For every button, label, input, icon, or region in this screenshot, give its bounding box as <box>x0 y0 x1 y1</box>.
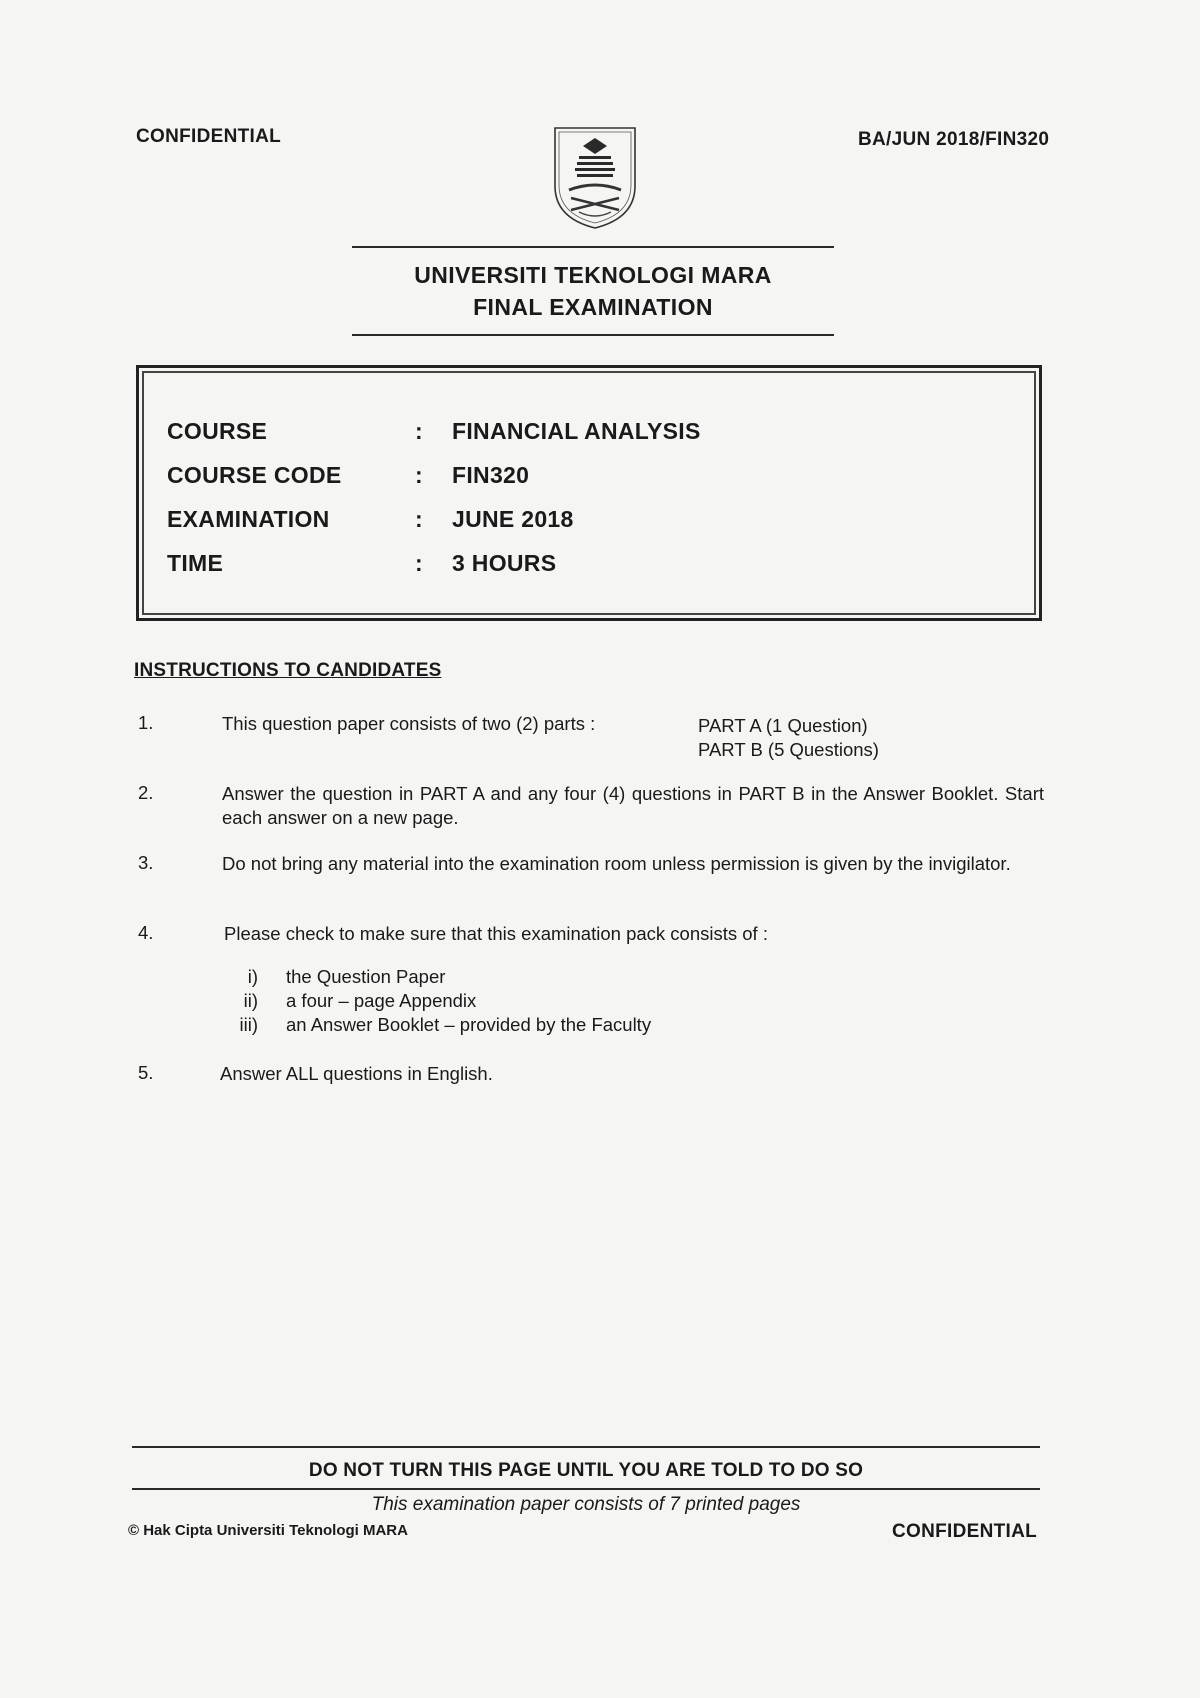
footer-rule-top <box>132 1446 1040 1448</box>
time-label: TIME <box>167 550 224 576</box>
confidential-label-top: CONFIDENTIAL <box>136 126 282 147</box>
instruction-number: 5. <box>138 1062 154 1083</box>
course-value: FINANCIAL ANALYSIS <box>452 418 701 444</box>
footer-warning: DO NOT TURN THIS PAGE UNTIL YOU ARE TOLD TO DO SO <box>308 1460 864 1481</box>
instruction-text: Please check to make sure that this examination pack consists of : <box>224 923 768 944</box>
subitem-text: a four – page Appendix <box>286 990 477 1011</box>
instruction-number: 4. <box>138 922 154 943</box>
examination-value: JUNE 2018 <box>452 506 574 532</box>
instruction-number: 2. <box>138 782 154 803</box>
course-code-label: COURSE CODE <box>167 462 342 488</box>
instruction-number: 1. <box>138 712 154 733</box>
instruction-text: Answer ALL questions in English. <box>220 1063 493 1084</box>
title-rule-bottom <box>352 334 834 336</box>
instruction-text: Do not bring any material into the examination room unless permission is given by the invigilator. <box>222 853 1011 874</box>
paper-code: BA/JUN 2018/FIN320 <box>858 129 1050 150</box>
course-info-box <box>136 365 1042 621</box>
examination-separator: : <box>415 506 423 532</box>
instruction-text: This question paper consists of two (2) parts : <box>222 713 596 734</box>
instruction-text: Answer the question in PART A and any four (4) questions in PART B in the Answer Booklet. Start each answer on a new page. <box>222 783 1044 828</box>
instruction-number: 3. <box>138 852 154 873</box>
confidential-label-bottom: CONFIDENTIAL <box>892 1521 1038 1542</box>
time-separator: : <box>415 550 423 576</box>
subitem-number: ii) <box>243 990 258 1011</box>
title-rule-top <box>352 246 834 248</box>
footer-rule-bottom <box>132 1488 1040 1490</box>
subitem-number: i) <box>247 966 258 987</box>
subitem-text: the Question Paper <box>286 966 446 987</box>
examination-label: EXAMINATION <box>167 506 330 532</box>
exam-title: FINAL EXAMINATION <box>473 294 713 320</box>
subitem-number: iii) <box>239 1014 258 1035</box>
instructions-heading: INSTRUCTIONS TO CANDIDATES <box>134 660 442 681</box>
university-crest-icon <box>549 124 641 232</box>
subitem-text: an Answer Booklet – provided by the Faculty <box>286 1014 652 1035</box>
course-code-separator: : <box>415 462 423 488</box>
part-a-label: PART A (1 Question) <box>698 715 868 736</box>
university-name: UNIVERSITI TEKNOLOGI MARA <box>414 262 772 288</box>
part-b-label: PART B (5 Questions) <box>698 739 879 760</box>
copyright-notice: © Hak Cipta Universiti Teknologi MARA <box>128 1522 408 1539</box>
time-value: 3 HOURS <box>452 550 557 576</box>
page-count-note: This examination paper consists of 7 printed pages <box>371 1494 801 1515</box>
course-separator: : <box>415 418 423 444</box>
course-code-value: FIN320 <box>452 462 530 488</box>
course-label: COURSE <box>167 418 268 444</box>
